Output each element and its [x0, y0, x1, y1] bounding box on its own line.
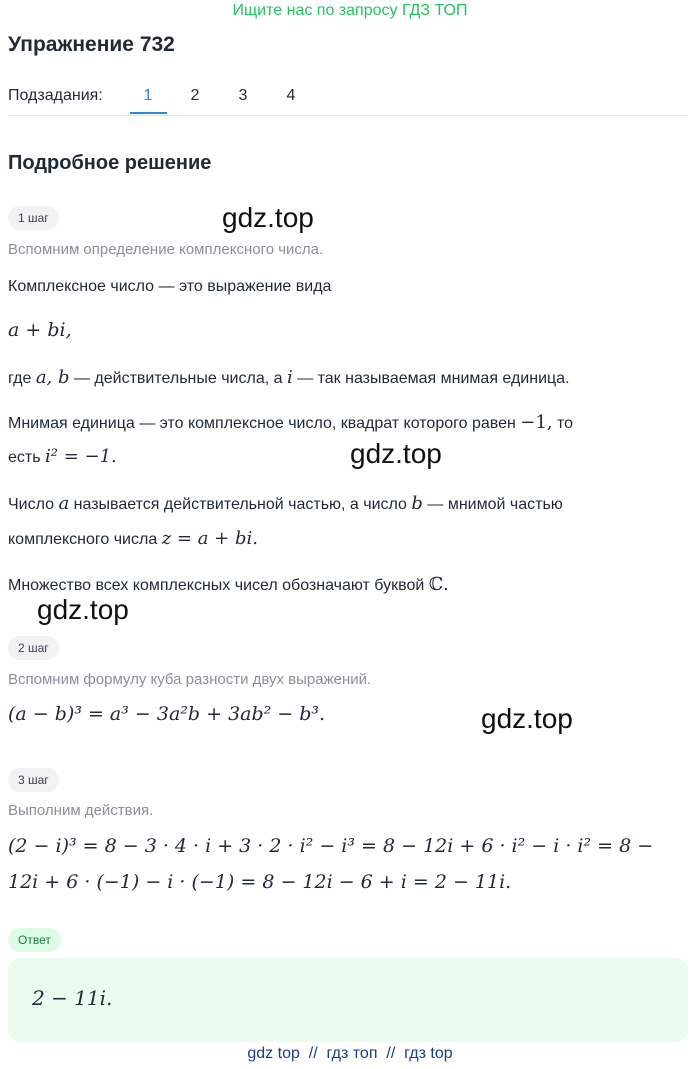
math-segment: a — [58, 493, 70, 514]
watermark: gdz.top — [481, 703, 573, 734]
step-3-intro: Выполним действия. — [8, 802, 154, 819]
page-title: Упражнение 732 — [8, 33, 175, 56]
answer-chip: Ответ — [8, 928, 61, 952]
math-segment: i² = −1. — [45, 446, 117, 467]
active-tab-indicator — [130, 112, 167, 114]
step-2-intro: Вспомним формулу куба разности двух выражений. — [8, 671, 372, 688]
math-segment: i — [286, 367, 293, 388]
step-1-formula: a + bi, — [8, 319, 72, 341]
text-segment: комплексного числа — [8, 531, 158, 548]
step-1-paragraph-3-cont — [8, 445, 117, 469]
text-segment: называется действительной частью, а число — [73, 496, 407, 513]
tab-subtask-1[interactable]: 1 — [143, 87, 153, 104]
step-1-chip: 1 шаг — [8, 206, 59, 230]
step-1-paragraph-3 — [8, 411, 573, 435]
watermark: gdz.top — [222, 202, 314, 233]
step-1-intro: Вспомним определение комплексного числа. — [8, 241, 324, 258]
math-segment: a, b — [35, 367, 70, 388]
subtasks-label: Подзадания: — [8, 87, 103, 104]
step-1-paragraph-4 — [8, 492, 563, 516]
promo-banner: Ищите нас по запросу ГДЗ ТОП — [232, 2, 468, 19]
step-3-line-1: (2 − i)³ = 8 − 3 · 4 · i + 3 · 2 · i² − i³ = 8 − 12i + 6 · i² − i · i² = 8 − — [8, 835, 654, 857]
math-segment: b — [411, 493, 423, 514]
watermark: gdz.top — [37, 594, 129, 625]
step-1-paragraph-2 — [8, 366, 570, 390]
text-segment: Мнимая единица — это комплексное число, квадрат которого равен — [8, 415, 516, 432]
step-2-formula: (a − b)³ = a³ − 3a²b + 3ab² − b³. — [8, 703, 326, 725]
text-segment: Число — [8, 496, 55, 513]
step-3-chip: 3 шаг — [8, 768, 59, 792]
step-1-paragraph-1: Комплексное число — это выражение вида — [8, 278, 332, 295]
section-title: Подробное решение — [8, 152, 212, 174]
tab-subtask-2[interactable]: 2 — [190, 87, 200, 104]
answer-value: 2 − 11i. — [32, 986, 113, 1010]
math-segment: ℂ. — [428, 574, 449, 595]
math-segment: z = a + bi. — [161, 528, 258, 549]
text-segment: где — [8, 370, 32, 387]
text-segment: то — [556, 415, 574, 432]
step-1-paragraph-4-cont — [8, 527, 258, 551]
math-segment: −1, — [520, 412, 553, 433]
footer-links: gdz top // гдз топ // гдз top — [247, 1045, 453, 1062]
tabs-divider — [8, 115, 688, 116]
text-segment: — так называемая мнимая единица. — [297, 370, 570, 387]
step-3-line-2: 12i + 6 · (−1) − i · (−1) = 8 − 12i − 6 + i = 2 − 11i. — [8, 871, 512, 893]
text-segment: — действительные числа, а — [73, 370, 283, 387]
tab-subtask-4[interactable]: 4 — [286, 87, 296, 104]
step-2-chip: 2 шаг — [8, 636, 59, 660]
watermark: gdz.top — [350, 438, 442, 469]
text-segment: есть — [8, 449, 41, 466]
text-segment: Множество всех комплексных чисел обозначают буквой — [8, 577, 425, 594]
tab-subtask-3[interactable]: 3 — [238, 87, 248, 104]
text-segment: — мнимой частью — [427, 496, 563, 513]
